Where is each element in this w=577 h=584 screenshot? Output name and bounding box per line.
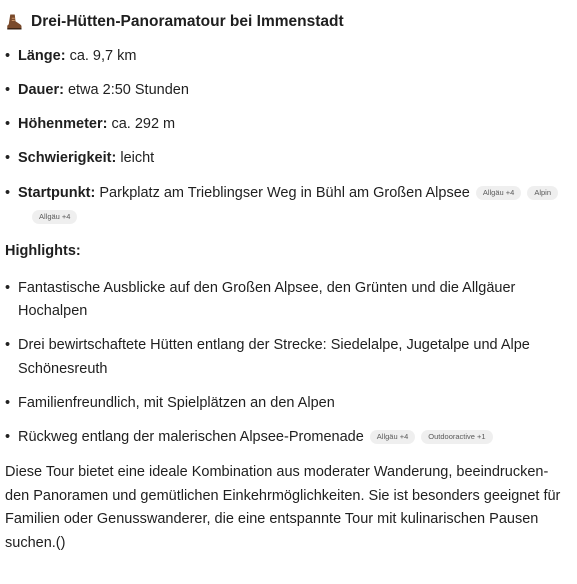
detail-value: ca. 9,7 km xyxy=(69,47,137,64)
summary-paragraph: Diese Tour bietet eine ideale Kombination aus moderater Wanderung, beeindruckenden Panoramen und gemütlichen Einkehrmöglichkeiten. Sie ist besonders geeignet für Familien oder Genusswanderer, die eine entspannte Tour mit kulinarischen Pausen suchen.() xyxy=(5,464,561,551)
tour-title-text: Drei-Hütten-Panoramatour bei Immenstadt xyxy=(31,13,344,30)
detail-duration xyxy=(5,79,565,102)
highlight-text: Fantastische Ausblicke auf den Großen Alpsee, den Grünten und die Allgäuer Hochalpen xyxy=(18,280,516,320)
highlight-item xyxy=(5,277,565,323)
detail-difficulty xyxy=(5,147,565,170)
detail-value: ca. 292 m xyxy=(111,116,176,133)
source-chip[interactable]: Allgäu +4 xyxy=(32,210,77,224)
source-chip[interactable]: Allgäu +4 xyxy=(370,430,415,444)
detail-key: Höhenmeter: xyxy=(18,116,108,133)
highlight-text: Drei bewirtschaftete Hütten entlang der Strecke: Siedelalpe, Jugetalpe und Alpe Schönesreuth xyxy=(18,337,530,377)
detail-key: Schwierigkeit: xyxy=(18,150,117,167)
highlights-list xyxy=(5,277,565,449)
detail-value: Parkplatz am Trieblingser Weg in Bühl am Großen Alpsee xyxy=(99,184,470,201)
detail-key: Länge: xyxy=(18,47,66,64)
highlights-heading: Highlights: xyxy=(5,242,81,259)
detail-elevation xyxy=(5,113,565,136)
detail-start xyxy=(5,182,565,228)
hiking-boot-icon xyxy=(5,13,23,31)
highlight-text: Familienfreundlich, mit Spielplätzen an den Alpen xyxy=(18,394,335,411)
highlight-item xyxy=(5,392,565,415)
source-chip[interactable]: Allgäu +4 xyxy=(476,186,521,200)
source-chip[interactable]: Outdooractive +1 xyxy=(421,430,492,444)
highlight-item xyxy=(5,334,565,380)
detail-length xyxy=(5,45,565,68)
details-list xyxy=(5,45,565,228)
detail-key: Startpunkt: xyxy=(18,184,96,201)
detail-key: Dauer: xyxy=(18,81,64,98)
detail-value: leicht xyxy=(120,150,155,167)
source-chip[interactable]: Alpin xyxy=(527,186,558,200)
highlight-item xyxy=(5,426,565,449)
detail-value: etwa 2:50 Stunden xyxy=(67,81,189,98)
tour-title xyxy=(5,10,565,35)
highlight-text: Rückweg entlang der malerischen Alpsee-Promenade xyxy=(18,429,364,446)
